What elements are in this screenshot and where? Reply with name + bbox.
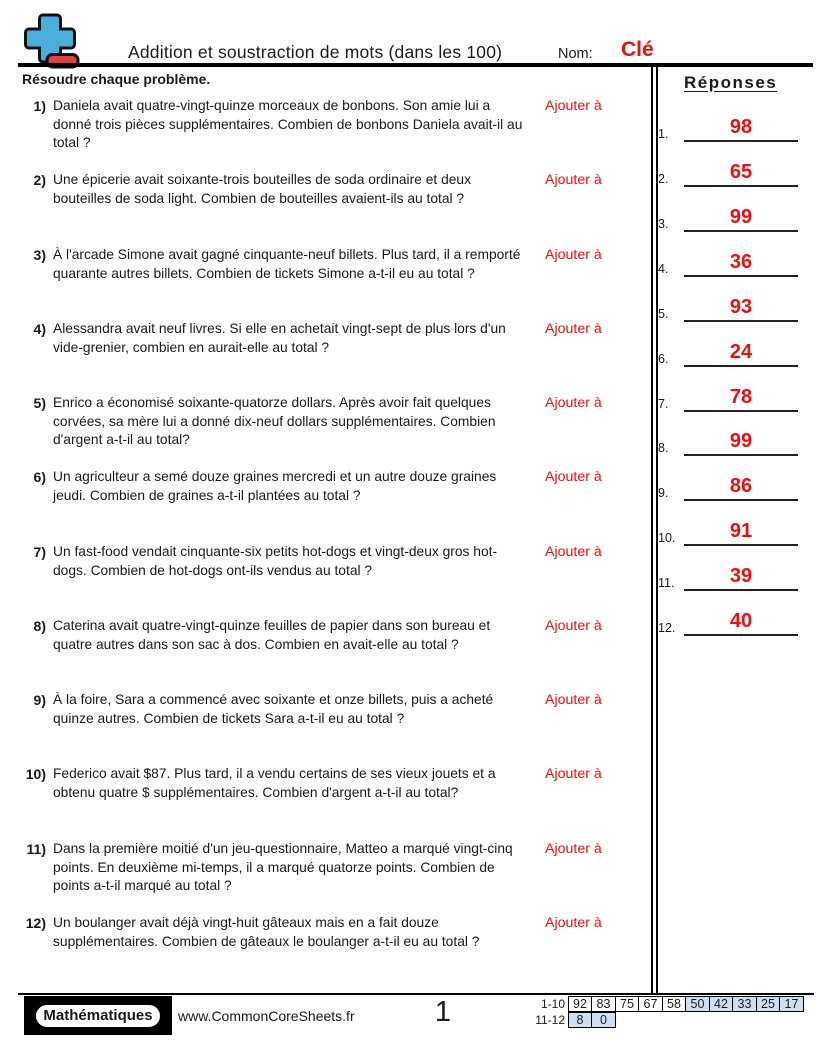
- answer-value: 78: [729, 386, 753, 408]
- answer-blank: [684, 296, 798, 322]
- operation-hint: Ajouter à: [545, 469, 602, 485]
- operation-hint: Ajouter à: [545, 692, 602, 708]
- score-row-1-10: [525, 996, 804, 1013]
- problem-row-9: [0, 691, 648, 728]
- answer-number: 10.: [658, 531, 676, 545]
- problem-row-5: [0, 394, 648, 450]
- answer-number: 5.: [658, 307, 669, 321]
- answer-value: 86: [729, 475, 753, 497]
- score-cell: 92: [568, 996, 593, 1012]
- problem-number: 7): [33, 544, 46, 560]
- answer-number: 6.: [658, 352, 669, 366]
- operation-hint: Ajouter à: [545, 544, 602, 560]
- answer-row-6: [656, 337, 798, 367]
- answer-value: 98: [729, 116, 753, 138]
- answer-value: 65: [729, 161, 753, 183]
- answer-value: 91: [729, 520, 753, 542]
- problem-number: 12): [25, 915, 46, 931]
- problem-row-2: [0, 171, 648, 208]
- answer-number: 11.: [658, 576, 675, 590]
- problem-text: Dans la première moitié d'un jeu-questionnaire, Matteo a marqué vingt-cinq points. En deuxième mi-temps, il a marqué quatorze points. Combien de points a-t-il marqué au total ?: [53, 841, 513, 893]
- answer-value: 93: [729, 296, 753, 318]
- score-cell: 75: [615, 996, 640, 1012]
- answer-row-7: [656, 382, 798, 412]
- problem-row-4: [0, 320, 648, 357]
- problem-number: 6): [33, 469, 46, 485]
- score-row-11-12: [525, 1012, 804, 1029]
- answer-row-9: [656, 471, 798, 501]
- problem-number: 10): [25, 766, 46, 782]
- score-cell: 42: [709, 996, 734, 1012]
- problem-text: Enrico a économisé soixante-quatorze dollars. Après avoir fait quelques corvées, sa mère lui a donné dix-neuf dollars supplémentaires. Combien d'argent a-t-il au total?: [53, 395, 496, 447]
- footer-divider: [18, 993, 814, 995]
- score-cell: 67: [638, 996, 663, 1012]
- answer-blank: [684, 161, 798, 187]
- answer-row-1: [656, 112, 798, 142]
- answer-row-11: [656, 561, 798, 591]
- answer-number: 1.: [658, 127, 669, 141]
- problem-row-8: [0, 617, 648, 654]
- operation-hint: Ajouter à: [545, 172, 602, 188]
- answer-blank: [684, 386, 798, 412]
- operation-hint: Ajouter à: [545, 98, 602, 114]
- name-label: Nom:: [558, 46, 593, 62]
- answer-row-12: [656, 606, 798, 636]
- plus-minus-icon: [20, 12, 84, 70]
- problem-row-12: [0, 914, 648, 951]
- operation-hint: Ajouter à: [545, 395, 602, 411]
- answer-row-5: [656, 292, 798, 322]
- score-cell: 58: [662, 996, 687, 1012]
- answer-number: 12.: [658, 621, 676, 635]
- problem-number: 4): [33, 321, 46, 337]
- answer-row-4: [656, 247, 798, 277]
- problem-number: 5): [33, 395, 46, 411]
- problem-row-11: [0, 840, 648, 896]
- answer-value: 39: [729, 565, 753, 587]
- answer-value: 99: [729, 206, 753, 228]
- answer-row-3: [656, 202, 798, 232]
- operation-hint: Ajouter à: [545, 618, 602, 634]
- score-cell: 25: [756, 996, 781, 1012]
- problem-text: Un agriculteur a semé douze graines mercredi et un autre douze graines jeudi. Combien de graines a-t-il plantées au total ?: [53, 469, 497, 503]
- brand-name: Mathématiques: [33, 1002, 162, 1030]
- answer-blank: [684, 430, 798, 456]
- answer-number: 2.: [658, 172, 669, 186]
- score-row-label: 11-12: [535, 1012, 565, 1027]
- score-cell: 50: [685, 996, 710, 1012]
- operation-hint: Ajouter à: [545, 766, 602, 782]
- answer-row-10: [656, 516, 798, 546]
- answer-number: 4.: [658, 262, 669, 276]
- answers-title: Réponses: [684, 73, 778, 92]
- answer-row-8: [656, 426, 798, 456]
- score-cell: 17: [779, 996, 804, 1012]
- problem-text: Un boulanger avait déjà vingt-huit gâteaux mais en a fait douze supplémentaires. Combien de gâteaux le boulanger a-t-il eu au total ?: [53, 915, 480, 949]
- problem-number: 9): [33, 692, 46, 708]
- score-table: [525, 996, 804, 1029]
- problem-number: 1): [33, 98, 46, 114]
- problem-text: À l'arcade Simone avait gagné cinquante-neuf billets. Plus tard, il a remporté quarante autres billets. Combien de tickets Simone a-t-il eu au total ?: [53, 247, 521, 281]
- problem-number: 3): [33, 247, 46, 263]
- answer-blank: [684, 116, 798, 142]
- operation-hint: Ajouter à: [545, 321, 602, 337]
- answer-blank: [684, 251, 798, 277]
- answer-value: 99: [729, 430, 753, 452]
- answer-blank: [684, 341, 798, 367]
- problem-text: Caterina avait quatre-vingt-quinze feuilles de papier dans son bureau et quatre autres dans son sac à dos. Combien en avait-elle au total ?: [53, 618, 491, 652]
- score-cell: 8: [568, 1012, 593, 1028]
- operation-hint: Ajouter à: [545, 915, 602, 931]
- answer-number: 3.: [658, 217, 669, 231]
- answer-blank: [684, 206, 798, 232]
- instruction-text: Résoudre chaque problème.: [22, 71, 211, 87]
- answer-number: 9.: [658, 486, 669, 500]
- answer-blank: [684, 565, 798, 591]
- operation-hint: Ajouter à: [545, 841, 602, 857]
- problem-row-10: [0, 765, 648, 802]
- header-divider: [18, 63, 813, 67]
- problem-number: 8): [33, 618, 46, 634]
- answer-row-2: [656, 157, 798, 187]
- answer-blank: [684, 610, 798, 636]
- answer-number: 7.: [658, 397, 669, 411]
- problem-text: À la foire, Sara a commencé avec soixante et onze billets, puis a acheté quinze autres. Combien de tickets Sara a-t-il eu au total ?: [53, 692, 494, 726]
- answer-value: 24: [729, 341, 753, 363]
- problem-row-6: [0, 468, 648, 505]
- problem-row-3: [0, 246, 648, 283]
- answer-number: 8.: [658, 441, 669, 455]
- problem-row-1: [0, 97, 648, 153]
- problem-text: Un fast-food vendait cinquante-six petits hot-dogs et vingt-deux gros hot-dogs. Combien de hot-dogs ont-ils vendus au total ?: [53, 544, 498, 578]
- answer-blank: [684, 520, 798, 546]
- website-link[interactable]: www.CommonCoreSheets.fr: [178, 1008, 355, 1024]
- problem-text: Alessandra avait neuf livres. Si elle en achetait vingt-sept de plus lors d'un vide-grenier, combien en aurait-elle au total ?: [53, 321, 506, 355]
- brand-logo: [24, 996, 172, 1035]
- page-number: 1: [434, 996, 452, 1028]
- answer-blank: [684, 475, 798, 501]
- score-cell: 0: [591, 1012, 616, 1028]
- page-title: Addition et soustraction de mots (dans les 100): [128, 42, 503, 62]
- problem-text: Federico avait $87. Plus tard, il a vendu certains de ses vieux jouets et a obtenu quatre $ supplémentaires. Combien d'argent a-t-il au total?: [53, 766, 496, 800]
- problem-number: 11): [26, 841, 46, 857]
- score-cell: 33: [732, 996, 757, 1012]
- problem-number: 2): [33, 172, 46, 188]
- answer-value: 36: [729, 251, 753, 273]
- problem-row-7: [0, 543, 648, 580]
- answer-key-badge: Clé: [621, 38, 654, 61]
- score-row-label: 1-10: [540, 997, 565, 1011]
- problem-text: Une épicerie avait soixante-trois bouteilles de soda ordinaire et deux bouteilles de soda light. Combien de bouteilles avaient-ils au total ?: [53, 172, 471, 206]
- operation-hint: Ajouter à: [545, 247, 602, 263]
- score-cell: 83: [591, 996, 616, 1012]
- answer-value: 40: [729, 610, 753, 632]
- problem-text: Daniela avait quatre-vingt-quinze morceaux de bonbons. Son amie lui a donné trois pièces supplémentaires. Combien de bonbons Daniela avait-il au total ?: [53, 98, 523, 150]
